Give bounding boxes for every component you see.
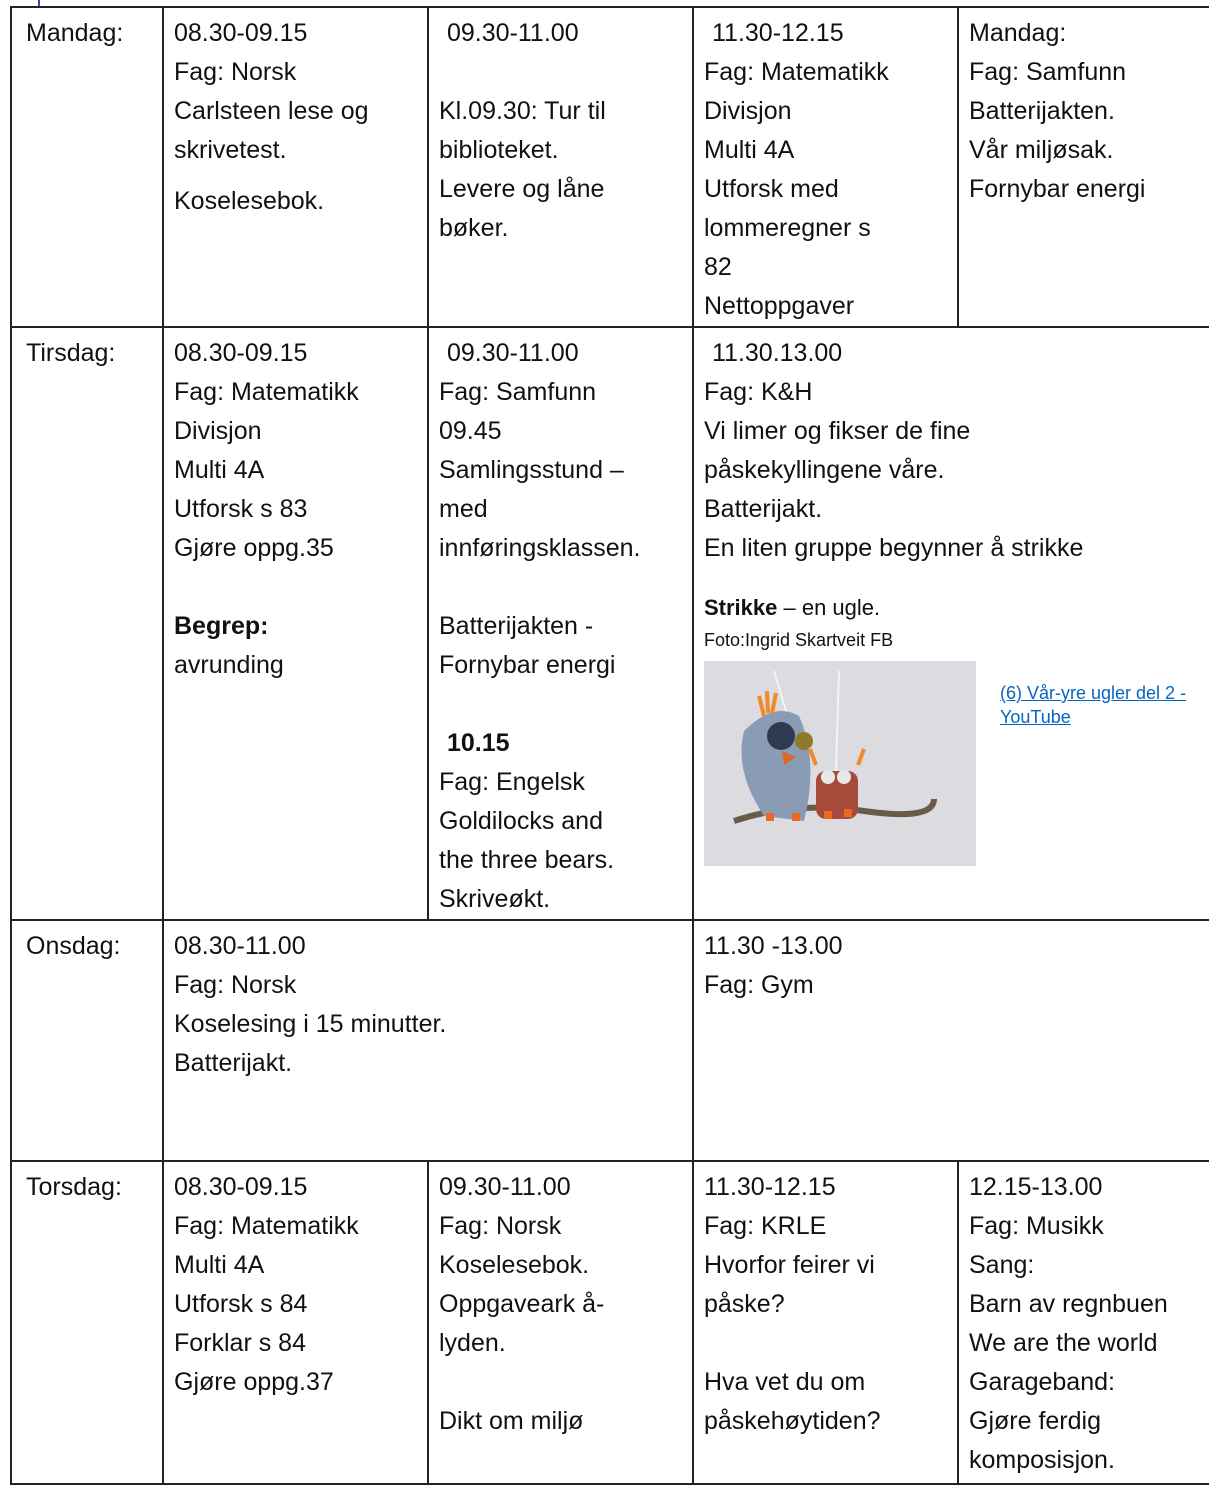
time-slot: 11.30-12.15 [704,1173,836,1201]
cell-text: Divisjon [174,417,262,445]
cell-text: innføringsklassen. [439,534,641,562]
row-onsdag [11,920,1209,1161]
subject: Fag: Engelsk [439,768,585,796]
cell-text: Batterijakten - [439,612,594,640]
subject: Fag: Norsk [174,971,297,999]
cell-text: skrivetest. [174,136,287,164]
cell-text: En liten gruppe begynner å strikke [704,534,1084,562]
cell-text: Divisjon [704,97,792,125]
day-label-mandag [11,7,163,327]
time-slot: 11.30-12.15 [712,19,844,47]
strikke-line [704,588,1201,627]
cell-text: the three bears. [439,846,615,874]
cell-tirsdag-1 [163,327,428,920]
cell-text: Multi 4A [174,456,265,484]
cell-mandag-4 [958,7,1209,327]
cell-text: med [439,495,488,523]
cell-text: lyden. [439,1329,506,1357]
cell-text: Fornybar energi [439,651,616,679]
photo-row [704,661,1201,866]
cell-text: Levere og låne [439,175,605,203]
cell-mandag-1 [163,7,428,327]
cell-text: Oppgaveark å- [439,1290,605,1318]
subject: Fag: Gym [704,971,814,999]
cell-text: 82 [704,253,732,281]
time-slot: 11.30 -13.00 [704,932,843,960]
time-slot: 08.30-09.15 [174,339,308,367]
cell-text: Forklar s 84 [174,1329,306,1357]
subject: Fag: Norsk [174,58,297,86]
cell-mandag-2 [428,7,693,327]
subject: Fag: Matematikk [174,1212,359,1240]
cell-text: Hvorfor feirer vi [704,1251,875,1279]
weekly-schedule-table [10,6,1209,1485]
cell-text: Goldilocks and [439,807,603,835]
strikke-rest: – en ugle. [777,595,881,620]
row-torsdag [11,1161,1209,1484]
subject: Fag: Matematikk [174,378,359,406]
cell-text: We are the world [969,1329,1158,1357]
day-text: Torsdag: [26,1173,122,1201]
time-slot: 09.30-11.00 [447,19,579,47]
cell-torsdag-3 [693,1161,958,1484]
cell-mandag-3 [693,7,958,327]
cell-text: Carlsteen lese og [174,97,369,125]
cell-text: Samlingsstund – [439,456,624,484]
cell-tirsdag-2 [428,327,693,920]
cell-text: Fornybar energi [969,175,1146,203]
cell-text: Kl.09.30: Tur til [439,97,606,125]
cell-text: Barn av regnbuen [969,1290,1168,1318]
cell-text: komposisjon. [969,1446,1115,1474]
day-label-tirsdag [11,327,163,920]
cell-text: Multi 4A [174,1251,265,1279]
subject: Fag: Norsk [439,1212,562,1240]
cell-text: Koselesebok. [439,1251,590,1279]
day-text: Onsdag: [26,932,121,960]
cell-text: Skriveøkt. [439,885,551,913]
cell-text: bøker. [439,214,509,242]
cell-text: Vår miljøsak. [969,136,1114,164]
cell-torsdag-1 [163,1161,428,1484]
cell-text: påskehøytiden? [704,1407,881,1435]
cell-text: Gjøre oppg.35 [174,534,334,562]
time-slot: 10.15 [447,729,510,757]
day-label-onsdag [11,920,163,1161]
cell-text: Gjøre ferdig [969,1407,1101,1435]
cell-text: Utforsk med [704,175,839,203]
cell-text: Garageband: [969,1368,1115,1396]
cell-tirsdag-3 [693,327,1209,920]
subject: Fag: K&H [704,378,813,406]
subject: Fag: Musikk [969,1212,1104,1240]
cell-text: Batterijakt. [174,1049,293,1077]
cell-torsdag-2 [428,1161,693,1484]
cell-text: biblioteket. [439,136,559,164]
cell-text: Batterijakten. [969,97,1115,125]
time-slot: 09.30-11.00 [447,339,579,367]
cell-text: Multi 4A [704,136,795,164]
cell-text: lommeregner s [704,214,871,242]
photo-credit: Foto:Ingrid Skartveit FB [704,630,894,650]
cell-text: Vi limer og fikser de fine [704,417,971,445]
cell-text: Batterijakt. [704,495,823,523]
strikke-bold: Strikke [704,595,778,620]
owls-illustration [704,661,976,866]
time-slot: 08.30-09.15 [174,19,308,47]
time-slot: 11.30.13.00 [712,339,843,367]
subject: Fag: Samfunn [439,378,597,406]
day-text: Tirsdag: [26,339,116,367]
cell-torsdag-4 [958,1161,1209,1484]
youtube-link[interactable]: (6) Vår-yre ugler del 2 - YouTube [1000,683,1187,727]
cell-text: avrunding [174,651,284,679]
subject: Fag: Samfunn [969,58,1127,86]
term-heading: Begrep: [174,612,269,640]
time-slot: 09.30-11.00 [439,1173,571,1201]
row-mandag [11,7,1209,327]
cell-text: Utforsk s 84 [174,1290,308,1318]
cell-text: Mandag: [969,19,1067,47]
cell-text: Gjøre oppg.37 [174,1368,334,1396]
row-tirsdag [11,327,1209,920]
cell-text: Hva vet du om [704,1368,866,1396]
subject: Fag: Matematikk [704,58,889,86]
cell-text: påskekyllingene våre. [704,456,945,484]
subject: Fag: KRLE [704,1212,827,1240]
cell-text: påske? [704,1290,785,1318]
cell-text: 09.45 [439,417,502,445]
cell-text: Koselesing i 15 minutter. [174,1010,447,1038]
cell-text: Dikt om miljø [439,1407,584,1435]
cell-text: Sang: [969,1251,1035,1279]
cell-text: Utforsk s 83 [174,495,308,523]
cell-text: Nettoppgaver [704,292,855,320]
cell-onsdag-2 [693,920,1209,1161]
cell-text: Koselesebok. [174,187,325,215]
knitted-owls-photo [704,661,976,866]
day-label-torsdag [11,1161,163,1484]
cell-onsdag-1 [163,920,693,1161]
time-slot: 08.30-09.15 [174,1173,308,1201]
time-slot: 08.30-11.00 [174,932,306,960]
time-slot: 12.15-13.00 [969,1173,1103,1201]
day-text: Mandag: [26,19,124,47]
